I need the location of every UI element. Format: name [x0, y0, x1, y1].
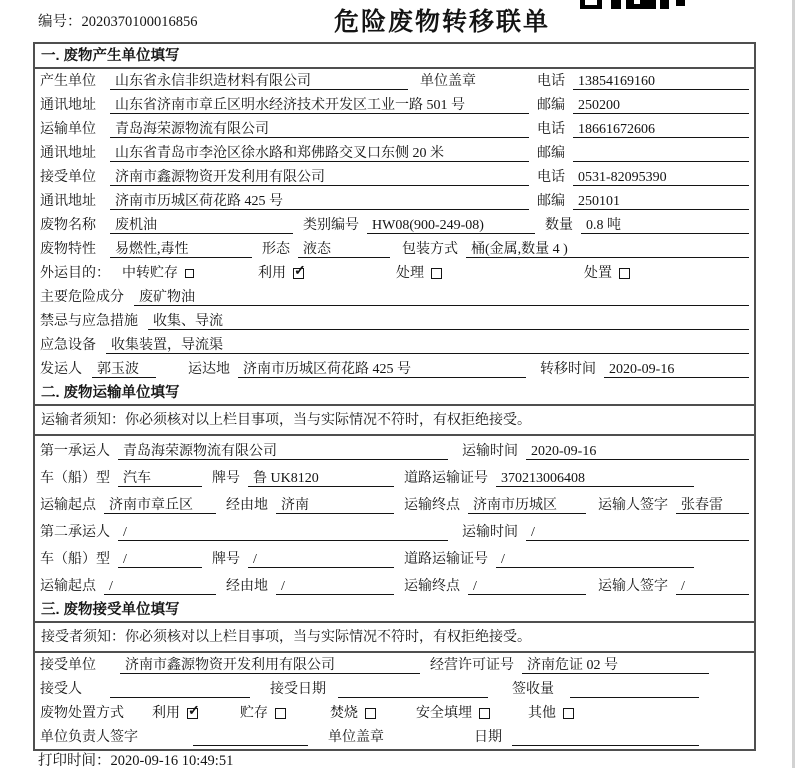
receiver-address-label: 通讯地址 — [40, 194, 96, 209]
road-cert-1-label: 道路运输证号 — [404, 471, 488, 486]
transporter-value: 青岛海荣源物流有限公司 — [110, 121, 529, 138]
permit-label: 经营许可证号 — [430, 658, 514, 673]
route-start-2-value: / — [104, 578, 216, 595]
waste-code-label: 类别编号 — [303, 218, 359, 233]
section-producer-title: 一. 废物产生单位填写 — [35, 44, 754, 69]
accept-date-label: 接受日期 — [270, 682, 326, 697]
waste-code-value: HW08(900-249-08) — [367, 217, 535, 234]
transporter-zip-value — [573, 145, 749, 162]
transporter-address-value: 山东省青岛市李沧区徐水路和郑佛路交叉口东侧 20 米 — [110, 145, 529, 162]
disposal-utilize-checkbox — [187, 708, 198, 719]
carrier-sign-1-label: 运输人签字 — [598, 498, 668, 513]
receiver-label: 接受单位 — [40, 170, 96, 185]
disposal-option-storage — [240, 705, 286, 722]
producer-seal-label: 单位盖章 — [420, 74, 476, 89]
received-qty-value — [570, 681, 699, 698]
row-receiver — [35, 165, 754, 189]
purpose-label: 外运目的： — [40, 266, 110, 281]
receiver-zip-label: 邮编 — [537, 194, 565, 209]
disposal-other-checkbox — [563, 708, 574, 719]
first-carrier-time-label: 运输时间 — [462, 444, 518, 459]
row-route-1 — [35, 490, 754, 517]
transporter-phone-value: 18661672606 — [573, 121, 749, 138]
purpose-option-dispose-label: 处置 — [584, 266, 612, 281]
sign-date-value — [512, 729, 699, 746]
vehicle-1-label: 车（船）型 — [40, 471, 110, 486]
main-hazard-value: 废矿物油 — [134, 289, 749, 306]
equipment-label: 应急设备 — [40, 338, 96, 353]
waste-prop-label: 废物特性 — [40, 242, 96, 257]
disposal-option-landfill — [416, 705, 490, 722]
waste-name-label: 废物名称 — [40, 218, 96, 233]
row-producer-address — [35, 93, 754, 117]
row-vehicle-2 — [35, 544, 754, 571]
manifest-form — [33, 42, 756, 751]
section-transporter-title: 二. 废物运输单位填写 — [35, 381, 754, 406]
vehicle-2-value: / — [118, 551, 202, 568]
taboo-label: 禁忌与应急措施 — [40, 314, 138, 329]
producer-phone-label: 电话 — [537, 74, 565, 89]
transporter-address-label: 通讯地址 — [40, 146, 96, 161]
waste-prop-value: 易燃性,毒性 — [110, 241, 252, 258]
print-time — [38, 749, 233, 768]
receiving-unit-value: 济南市鑫源物资开发利用有限公司 — [120, 657, 420, 674]
vehicle-1-value: 汽车 — [118, 470, 202, 487]
transporter-notice: 运输者须知：你必须核对以上栏目事项，当与实际情况不符时，有权拒绝接受。 — [35, 406, 754, 436]
transporter-zip-label: 邮编 — [537, 146, 565, 161]
receiving-unit-label: 接受单位 — [40, 658, 96, 673]
equipment-value: 收集装置，导流渠 — [106, 337, 749, 354]
purpose-option-dispose — [584, 265, 630, 282]
sender-time-label: 转移时间 — [540, 362, 596, 377]
row-transporter — [35, 117, 754, 141]
responsible-sign-value — [193, 729, 308, 746]
row-transporter-address — [35, 141, 754, 165]
purpose-option-transfer-storage — [122, 265, 194, 282]
route-start-1-label: 运输起点 — [40, 498, 96, 513]
route-start-1-value: 济南市章丘区 — [104, 497, 216, 514]
print-time-label: 打印时间： — [38, 753, 111, 768]
row-producer — [35, 69, 754, 93]
sender-dest-label: 运达地 — [188, 362, 230, 377]
receiver-phone-label: 电话 — [537, 170, 565, 185]
row-waste-properties — [35, 237, 754, 261]
route-via-1-label: 经由地 — [226, 498, 268, 513]
second-carrier-label: 第二承运人 — [40, 525, 110, 540]
plate-1-label: 牌号 — [212, 471, 240, 486]
doc-number-label: 编号： — [38, 14, 82, 30]
print-time-value: 2020-09-16 10:49:51 — [110, 753, 234, 768]
row-acceptor — [35, 677, 754, 701]
producer-zip-label: 邮编 — [537, 98, 565, 113]
row-first-carrier — [35, 436, 754, 463]
waste-pack-value: 桶(金属,数量 4 ) — [466, 241, 749, 258]
doc-number-value: 2020370100016856 — [81, 14, 198, 30]
purpose-option-utilize-label: 利用 — [258, 266, 286, 281]
disposal-landfill-checkbox — [479, 708, 490, 719]
disposal-label: 废物处置方式 — [40, 706, 124, 721]
waste-name-value: 废机油 — [110, 217, 293, 234]
taboo-value: 收集、导流 — [148, 313, 749, 330]
section-producer — [35, 44, 754, 381]
purpose-option-treat — [396, 265, 442, 282]
main-hazard-label: 主要危险成分 — [40, 290, 124, 305]
receiver-zip-value: 250101 — [573, 193, 749, 210]
receiver-address-value: 济南市历城区荷花路 425 号 — [110, 193, 529, 210]
row-waste-name — [35, 213, 754, 237]
waste-qty-value: 0.8 吨 — [581, 217, 749, 234]
transporter-phone-label: 电话 — [537, 122, 565, 137]
sign-date-label: 日期 — [474, 730, 502, 745]
purpose-treat-checkbox — [431, 268, 442, 279]
route-via-1-value: 济南 — [276, 497, 394, 514]
doc-number — [38, 10, 198, 31]
disposal-option-incinerate — [330, 705, 376, 722]
disposal-option-utilize-label: 利用 — [152, 706, 180, 721]
purpose-dispose-checkbox — [619, 268, 630, 279]
waste-pack-label: 包装方式 — [402, 242, 458, 257]
section-receiver-title: 三. 废物接受单位填写 — [35, 598, 754, 623]
row-route-2 — [35, 571, 754, 598]
route-start-2-label: 运输起点 — [40, 579, 96, 594]
road-cert-2-label: 道路运输证号 — [404, 552, 488, 567]
waste-form-label: 形态 — [262, 242, 290, 257]
first-carrier-label: 第一承运人 — [40, 444, 110, 459]
waste-form-value: 液态 — [298, 241, 390, 258]
sender-dest-value: 济南市历城区荷花路 425 号 — [238, 361, 526, 378]
sender-time-value: 2020-09-16 — [604, 361, 749, 378]
row-disposal-method — [35, 701, 754, 725]
sender-label: 发运人 — [40, 362, 82, 377]
row-taboo-measures — [35, 309, 754, 333]
producer-zip-value: 250200 — [573, 97, 749, 114]
transporter-label: 运输单位 — [40, 122, 96, 137]
page-edge-line — [792, 0, 795, 768]
route-end-1-label: 运输终点 — [404, 498, 460, 513]
row-receiver-address — [35, 189, 754, 213]
route-end-2-value: / — [468, 578, 586, 595]
disposal-option-other — [528, 705, 574, 722]
plate-2-label: 牌号 — [212, 552, 240, 567]
disposal-option-landfill-label: 安全填埋 — [416, 706, 472, 721]
plate-2-value: / — [248, 551, 394, 568]
route-via-2-label: 经由地 — [226, 579, 268, 594]
producer-address-value: 山东省济南市章丘区明水经济技术开发区工业一路 501 号 — [110, 97, 529, 114]
producer-label: 产生单位 — [40, 74, 96, 89]
row-second-carrier — [35, 517, 754, 544]
waste-qty-label: 数量 — [545, 218, 573, 233]
acceptor-value — [110, 681, 250, 698]
page-title: 危险废物转移联单 — [334, 8, 551, 36]
carrier-sign-2-label: 运输人签字 — [598, 579, 668, 594]
row-vehicle-1 — [35, 463, 754, 490]
receiver-phone-value: 0531-82095390 — [573, 169, 749, 186]
purpose-option-treat-label: 处理 — [396, 266, 424, 281]
plate-1-value: 鲁 UK8120 — [248, 470, 394, 487]
responsible-sign-label: 单位负责人签字 — [40, 730, 138, 745]
disposal-incinerate-checkbox — [365, 708, 376, 719]
row-receiving-unit — [35, 653, 754, 677]
route-end-2-label: 运输终点 — [404, 579, 460, 594]
sender-value: 郭玉波 — [92, 361, 156, 378]
section-receiver — [35, 598, 754, 749]
second-carrier-time-label: 运输时间 — [462, 525, 518, 540]
second-carrier-time-value: / — [526, 524, 749, 541]
second-carrier-value: / — [118, 524, 448, 541]
row-responsible-signature — [35, 725, 754, 749]
acceptor-label: 接受人 — [40, 682, 82, 697]
permit-value: 济南危证 02 号 — [522, 657, 709, 674]
producer-address-label: 通讯地址 — [40, 98, 96, 113]
producer-value: 山东省永信非织造材料有限公司 — [110, 73, 408, 90]
route-end-1-value: 济南市历城区 — [468, 497, 586, 514]
row-transfer-purpose — [35, 261, 754, 285]
disposal-storage-checkbox — [275, 708, 286, 719]
road-cert-2-value: / — [496, 551, 694, 568]
first-carrier-time-value: 2020-09-16 — [526, 443, 749, 460]
purpose-transfer-storage-checkbox — [185, 269, 194, 278]
purpose-option-utilize — [258, 265, 304, 282]
purpose-option-transfer-storage-label: 中转贮存 — [122, 266, 178, 281]
row-main-hazard — [35, 285, 754, 309]
carrier-sign-1-value: 张春雷 — [676, 497, 749, 514]
section-transporter — [35, 381, 754, 598]
first-carrier-value: 青岛海荣源物流有限公司 — [118, 443, 448, 460]
row-emergency-equipment — [35, 333, 754, 357]
purpose-utilize-checkbox — [293, 268, 304, 279]
route-via-2-value: / — [276, 578, 394, 595]
road-cert-1-value: 370213006408 — [496, 470, 694, 487]
disposal-option-utilize — [152, 705, 198, 722]
disposal-option-storage-label: 贮存 — [240, 706, 268, 721]
disposal-option-incinerate-label: 焚烧 — [330, 706, 358, 721]
receiver-value: 济南市鑫源物资开发利用有限公司 — [110, 169, 529, 186]
unit-seal-label: 单位盖章 — [328, 730, 384, 745]
producer-phone-value: 13854169160 — [573, 73, 749, 90]
vehicle-2-label: 车（船）型 — [40, 552, 110, 567]
receiver-notice: 接受者须知：你必须核对以上栏目事项，当与实际情况不符时，有权拒绝接受。 — [35, 623, 754, 653]
received-qty-label: 签收量 — [512, 682, 554, 697]
disposal-option-other-label: 其他 — [528, 706, 556, 721]
accept-date-value — [338, 681, 488, 698]
carrier-sign-2-value: / — [676, 578, 749, 595]
row-sender — [35, 357, 754, 381]
